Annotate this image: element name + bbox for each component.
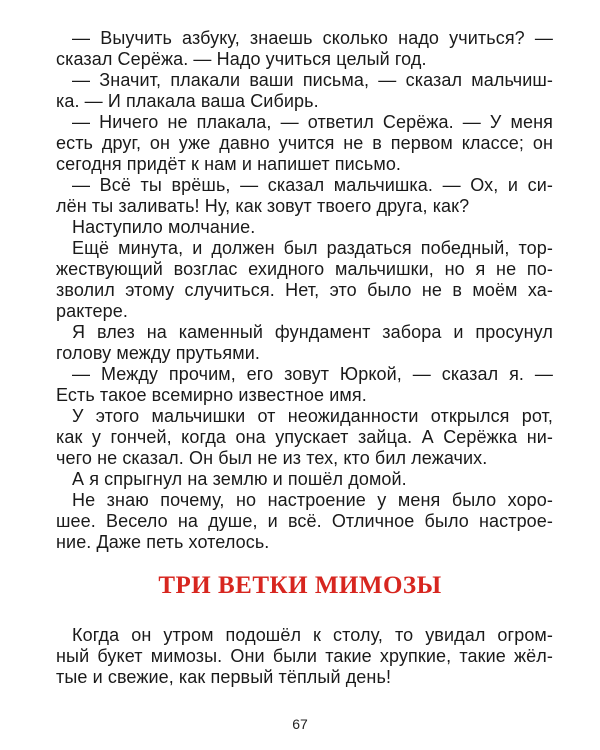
text-line: шее. Весело на душе, и всё. Отличное было настрое- (56, 511, 553, 531)
paragraph (56, 490, 553, 553)
paragraph (56, 238, 553, 322)
text-line: чего не сказал. Он был не из тех, кто бил лежачих. (56, 448, 488, 468)
text-line: лён ты заливать! Ну, как зовут твоего друга, как? (56, 196, 470, 216)
text-line: — Выучить азбуку, знаешь сколько надо учиться? — (72, 28, 553, 48)
paragraph (56, 469, 553, 490)
paragraph (56, 112, 553, 175)
text-line: — Значит, плакали ваши письма, — сказал мальчиш- (72, 70, 553, 90)
paragraph (56, 175, 553, 217)
section-text (56, 625, 553, 688)
story-text (56, 28, 553, 553)
text-line: ние. Даже петь хотелось. (56, 532, 270, 552)
text-line: У этого мальчишки от неожиданности открылся рот, (72, 406, 553, 426)
paragraph (56, 28, 553, 70)
paragraph (56, 70, 553, 112)
text-line: Есть такое всемирно известное имя. (56, 385, 367, 405)
text-line: — Ничего не плакала, — ответил Серёжа. — У меня (72, 112, 553, 132)
text-line: тые и свежие, как первый тёплый день! (56, 667, 392, 687)
text-line: рактере. (56, 301, 128, 321)
text-line: голову между прутьями. (56, 343, 260, 363)
section-heading: ТРИ ВЕТКИ МИМОЗЫ (158, 572, 442, 599)
text-line: А я спрыгнул на землю и пошёл домой. (72, 469, 407, 489)
text-line: сказал Серёжа. — Надо учиться целый год. (56, 49, 427, 69)
text-line: жествующий возглас ехидного мальчишки, но я не по- (56, 259, 553, 279)
text-line: Я влез на каменный фундамент забора и просунул (72, 322, 553, 342)
page-number: 67 (292, 716, 308, 732)
text-line: ный букет мимозы. Они были такие хрупкие, такие жёл- (56, 646, 553, 666)
text-line: — Между прочим, его зовут Юркой, — сказал я. — (72, 364, 553, 384)
paragraph (56, 217, 553, 238)
text-line: зволил этому случиться. Нет, это было не в моём ха- (56, 280, 553, 300)
text-line: есть друг, он уже давно учится не в первом классе; он (56, 133, 553, 153)
text-line: Наступило молчание. (72, 217, 256, 237)
text-line: как у гончей, когда она упускает зайца. А Серёжка ни- (56, 427, 553, 447)
text-line: Когда он утром подошёл к столу, то увидал огром- (72, 625, 553, 645)
text-line: Ещё минута, и должен был раздаться победный, тор- (72, 238, 553, 258)
text-line: ка. — И плакала ваша Сибирь. (56, 91, 319, 111)
paragraph (56, 322, 553, 364)
paragraph (56, 406, 553, 469)
text-line: Не знаю почему, но настроение у меня было хоро- (72, 490, 553, 510)
text-line: сегодня придёт к нам и напишет письмо. (56, 154, 402, 174)
paragraph (56, 625, 553, 688)
text-line: — Всё ты врёшь, — сказал мальчишка. — Ох, и си- (72, 175, 553, 195)
paragraph (56, 364, 553, 406)
